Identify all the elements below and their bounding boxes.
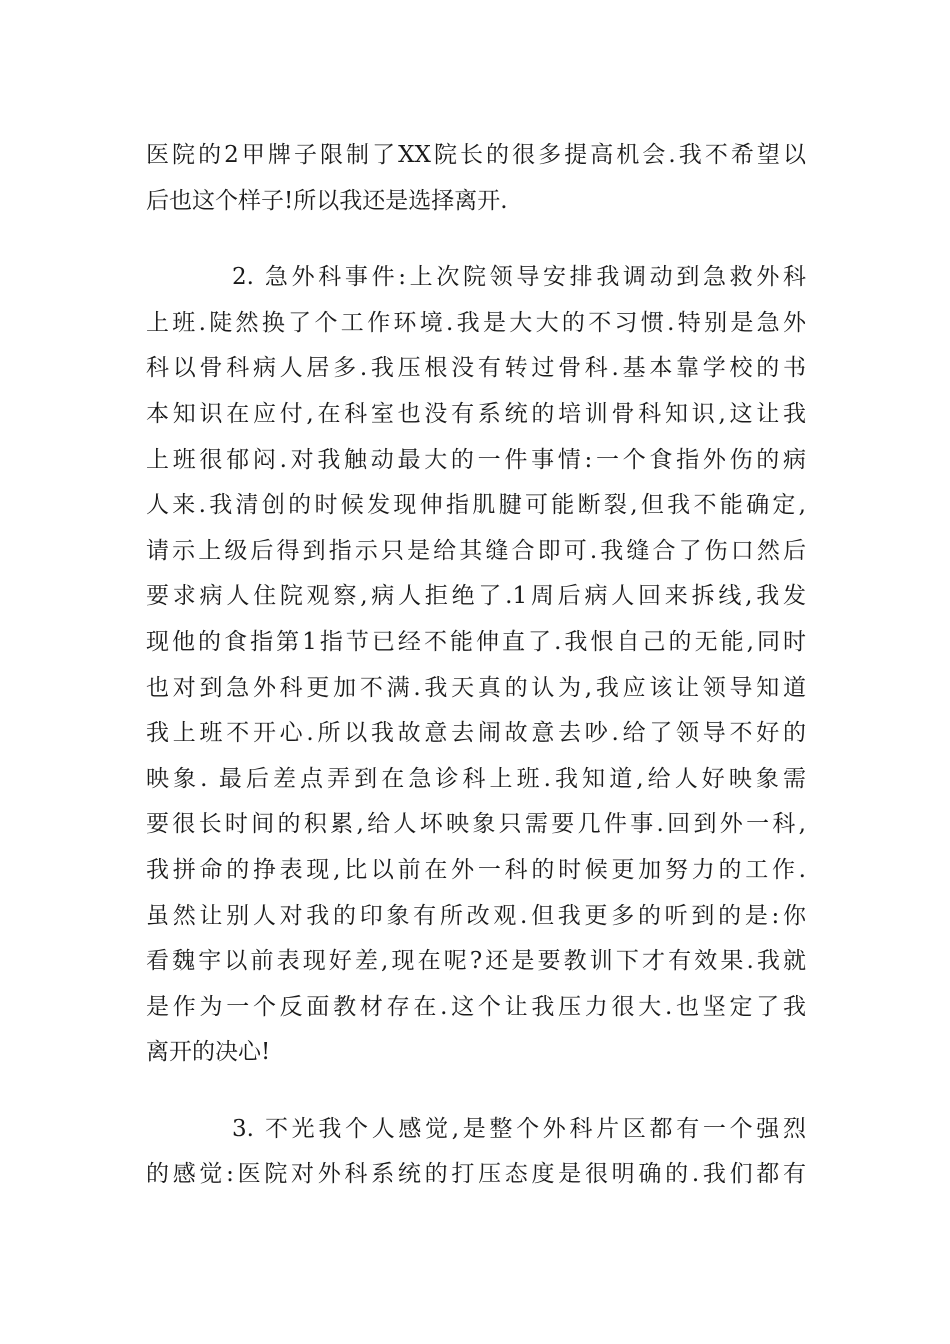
text-line: 请示上级后得到指示只是给其缝合即可.我缝合了伤口然后 [146, 537, 806, 564]
text-line: 科以骨科病人居多.我压根没有转过骨科.基本靠学校的书 [146, 355, 806, 382]
paragraph-3 [146, 1107, 806, 1198]
text-line: 我拼命的挣表现,比以前在外一科的时候更加努力的工作. [146, 856, 806, 883]
text-line: 要很长时间的积累,给人坏映象只需要几件事.回到外一科, [146, 811, 806, 838]
text-line: 看魏宇以前表现好差,现在呢?还是要教训下才有效果.我就 [146, 948, 806, 975]
text-line: 后也这个样子!所以我还是选择离开. [146, 187, 508, 214]
text-line: 映象. 最后差点弄到在急诊科上班.我知道,给人好映象需 [146, 765, 806, 792]
text-line: 的感觉:医院对外科系统的打压态度是很明确的.我们都有 [146, 1161, 806, 1188]
text-line: 上班.陡然换了个工作环境.我是大大的不习惯.特别是急外 [146, 309, 806, 336]
text-line: 是作为一个反面教材存在.这个让我压力很大.也坚定了我 [146, 993, 806, 1020]
text-line: 3. 不光我个人感觉,是整个外科片区都有一个强烈 [232, 1115, 806, 1142]
text-line: 现他的食指第1指节已经不能伸直了.我恨自己的无能,同时 [146, 628, 806, 655]
paragraph-2 [146, 255, 806, 1076]
paragraph-1 [146, 133, 806, 224]
text-line: 上班很郁闷.对我触动最大的一件事情:一个食指外伤的病 [146, 446, 806, 473]
paragraph-gap [146, 1076, 806, 1107]
text-line: 医院的2甲牌子限制了XX院长的很多提高机会.我不希望以 [146, 142, 806, 168]
text-line: 我上班不开心.所以我故意去闹故意去吵.给了领导不好的 [146, 720, 806, 747]
text-line: 2. 急外科事件:上次院领导安排我调动到急救外科 [232, 264, 806, 291]
text-line: 虽然让别人对我的印象有所改观.但我更多的听到的是:你 [146, 902, 806, 929]
text-line: 离开的决心! [146, 1039, 271, 1066]
paragraph-gap [146, 224, 806, 255]
text-line: 要求病人住院观察,病人拒绝了.1周后病人回来拆线,我发 [146, 583, 806, 610]
document-body [146, 133, 806, 1198]
text-line: 也对到急外科更加不满.我天真的认为,我应该让领导知道 [146, 674, 806, 701]
text-line: 人来.我清创的时候发现伸指肌腱可能断裂,但我不能确定, [146, 492, 806, 519]
text-line: 本知识在应付,在科室也没有系统的培训骨科知识,这让我 [146, 400, 806, 427]
